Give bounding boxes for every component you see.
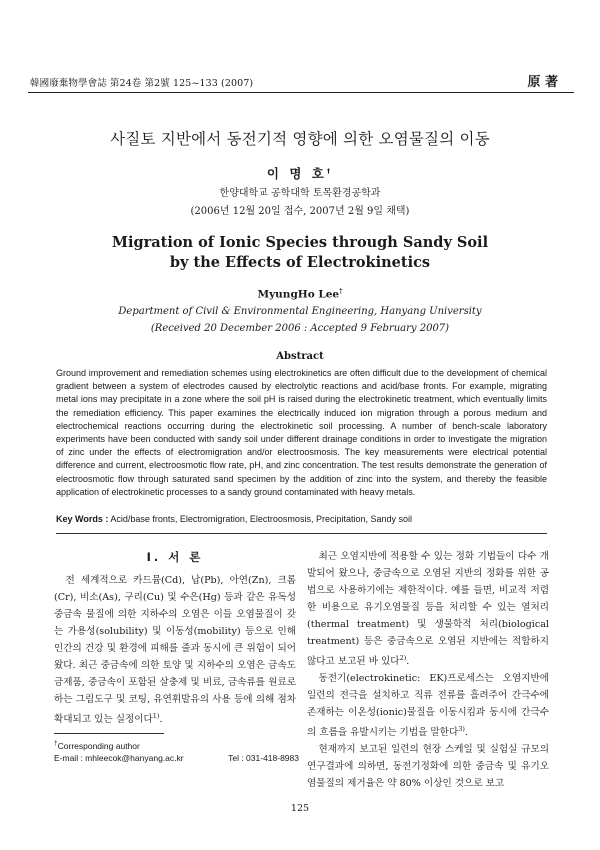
intro-paragraph-1: 전 세계적으로 카드뮴(Cd), 납(Pb), 아연(Zn), 크롬(Cr), 비소(As), 구리(Cu) 및 수은(Hg) 등과 같은 유독성 중금속 물질에 의한 지하수의 오염은 이들 오염물질이 갖는 가용성(solubility) 및 이동성(mobility) 등으로 인해 인간의 건강 및 환경에 피해를 줄과 동시에 큰 위험이 되어왔다. 최근 중금속에 의한 토양 및 지하수의 오염은 금속도금제품, 중금속이 포함된 살충제 및 비료, 금속류를 원료로 하는 그림도구 및 코팅, 유연휘발유의 사용 등에 의해 점차 확대되고 있는 실정이다$^{1)}$. [54,575,296,726]
keywords-label: Key Words : [56,514,109,524]
korean-author [0,164,600,182]
footnote-mark: † [54,740,58,747]
footnote-contact [54,752,299,764]
header-rule [28,92,574,93]
left-column [54,549,296,728]
footnote-label: Corresponding author [57,740,140,751]
intro-paragraph-3: 동전기(electrokinetic: EK)프로세스는 오염지반에 일련의 전극을 설치하고 직류 전류를 흘려주어 간극수에 존재하는 이온성(ionic)물질을 이동시킴과 동시에 간극수의 흐름을 유발시키는 기법을 말한다$^{3)}$. [307,673,549,739]
footnote-rule [54,733,164,734]
ref-1: 1) [152,712,160,720]
english-affiliation: Department of Civil & Environmental Engineering, Hanyang University [118,306,482,317]
ref-2: 2) [399,654,407,662]
right-column [307,548,549,792]
footnote-tel: Tel : 031-418-8983 [228,752,299,763]
intro-paragraph-2: 최근 오염지반에 적용할 수 있는 정화 기법들이 다수 개발되어 왔으나, 중금속으로 오염된 지반의 정화를 위한 공법으로 사용하기에는 제한적이다. 예를 들면, 비교적 저렴한 비용으로 유기오염물질 등을 처리할 수 있는 열처리(thermal treatment) 및 생물학적 처리(biological treatment) 등은 중금속으로 오염된 지반에는 적합하지 않다고 보고된 바 있다$^{2)}$. [307,551,549,668]
footnote [54,738,299,764]
english-title-line2: by the Effects of Electrokinetics [169,254,431,271]
footnote-label-line [54,738,299,752]
abstract-heading: Abstract [276,351,324,362]
english-title [0,233,600,273]
english-author-name: MyungHo Lee [257,288,340,301]
korean-author-name: 이 명 호 [266,166,327,181]
ref-3: 3) [458,725,465,734]
english-author-mark: † [339,287,343,295]
abstract-text: Ground improvement and remediation schemes using electrokinetics are often difficult due to the development of chemical gradient between a system of electrodes caused by electrolytic reactions and acid/base fronts. For example, migrating metal ions may precipitate in a zone where the soil pH is raised during the electrokinetic treatment, which eventually limits the remediation efficiency. This paper examines the electrically induced ion migration through a porous medium and electrochemical reactions occurring during the electrokinetic soil processing. A number of bench-scale laboratory experiments have been conducted with sandy soil under different drainage conditions in order to investigate the migration of zinc under the effects of electromigration and/or electroosmosis. The key measurements were electrical potential difference and current, electroosmotic flow rate, pH, and zinc concentration. The test results demonstrate the generation of electroosmotic flow through saturated sand specimen by the addition of zinc into the system, and thereby the feasible application of electrokinetic processes to a sandy ground contaminated with heavy metals. [56,368,547,497]
korean-dates: (2006년 12월 20일 접수, 2007년 2월 9일 채택) [190,206,410,217]
abstract-rule [56,533,547,534]
korean-author-mark: † [326,166,334,175]
article-type-label: 原 著 [527,75,558,90]
english-title-line1: Migration of Ionic Species through Sandy Soil [111,234,489,251]
english-dates: (Received 20 December 2006 : Accepted 9 February 2007) [150,323,450,334]
korean-title: 사질토 지반에서 동전기적 영향에 의한 오염물질의 이동 [110,130,490,148]
footnote-email: E-mail : mhleecok@hanyang.ac.kr [54,752,184,763]
keywords [56,513,547,526]
korean-affiliation: 한양대학교 공학대학 토목환경공학과 [219,188,381,199]
journal-citation: 韓國廢棄物學會誌 第24卷 第2號 125~133 (2007) [30,78,254,89]
section-heading: I. 서 론 [146,550,204,564]
page-number: 125 [290,803,310,814]
intro-paragraph-1-text: 전 세계적으로 카드뮴(Cd), 납(Pb), 아연(Zn), 크롬(Cr), 비소(As), 구리(Cu) 및 수은(Hg) 등과 같은 유독성 중금속 물질에 의한 지하수의 오염은 이들 오염물질이 갖는 가용성(solubility) 및 이동성(mobility) 등으로 인해 인간의 건강 및 환경에 피해를 줄과 동시에 큰 위험이 되어왔다. 최근 중금속에 의한 토양 및 지하수의 오염은 금속도금제품, 중금속이 포함된 살충제 및 비료, 금속류를 원료로 하는 그림도구 및 코팅, 유연휘발유의 사용 등에 의해 점차 확대되고 있는 실정이다 [54,575,296,726]
intro-paragraph-3-text: 동전기(electrokinetic: EK)프로세스는 오염지반에 일련의 전극을 설치하고 직류 전류를 흘려주어 간극수에 존재하는 이온성(ionic)물질을 이동시킴과 동시에 간극수의 흐름을 유발시키는 기법을 말한다 [307,673,549,739]
english-author [0,287,600,301]
intro-paragraph-2-text: 최근 오염지반에 적용할 수 있는 정화 기법들이 다수 개발되어 왔으나, 중금속으로 오염된 지반의 정화를 위한 공법으로 사용하기에는 제한적이다. 예를 들면, 비교적 저렴한 비용으로 유기오염물질 등을 처리할 수 있는 열처리(thermal treatment) 및 생물학적 처리(biological treatment) 등은 중금속으로 오염된 지반에는 적합하지 않다고 보고된 바 있다 [307,551,549,668]
intro-paragraph-4: 현재까지 보고된 일련의 현장 스케일 및 실험실 규모의 연구결과에 의하면, 동전기정화에 의한 중금속 및 유기오염물질의 제거율은 약 80% 이상인 것으로 보고 [307,744,549,790]
keywords-list: Acid/base fronts, Electromigration, Electroosmosis, Precipitation, Sandy soil [110,514,412,524]
